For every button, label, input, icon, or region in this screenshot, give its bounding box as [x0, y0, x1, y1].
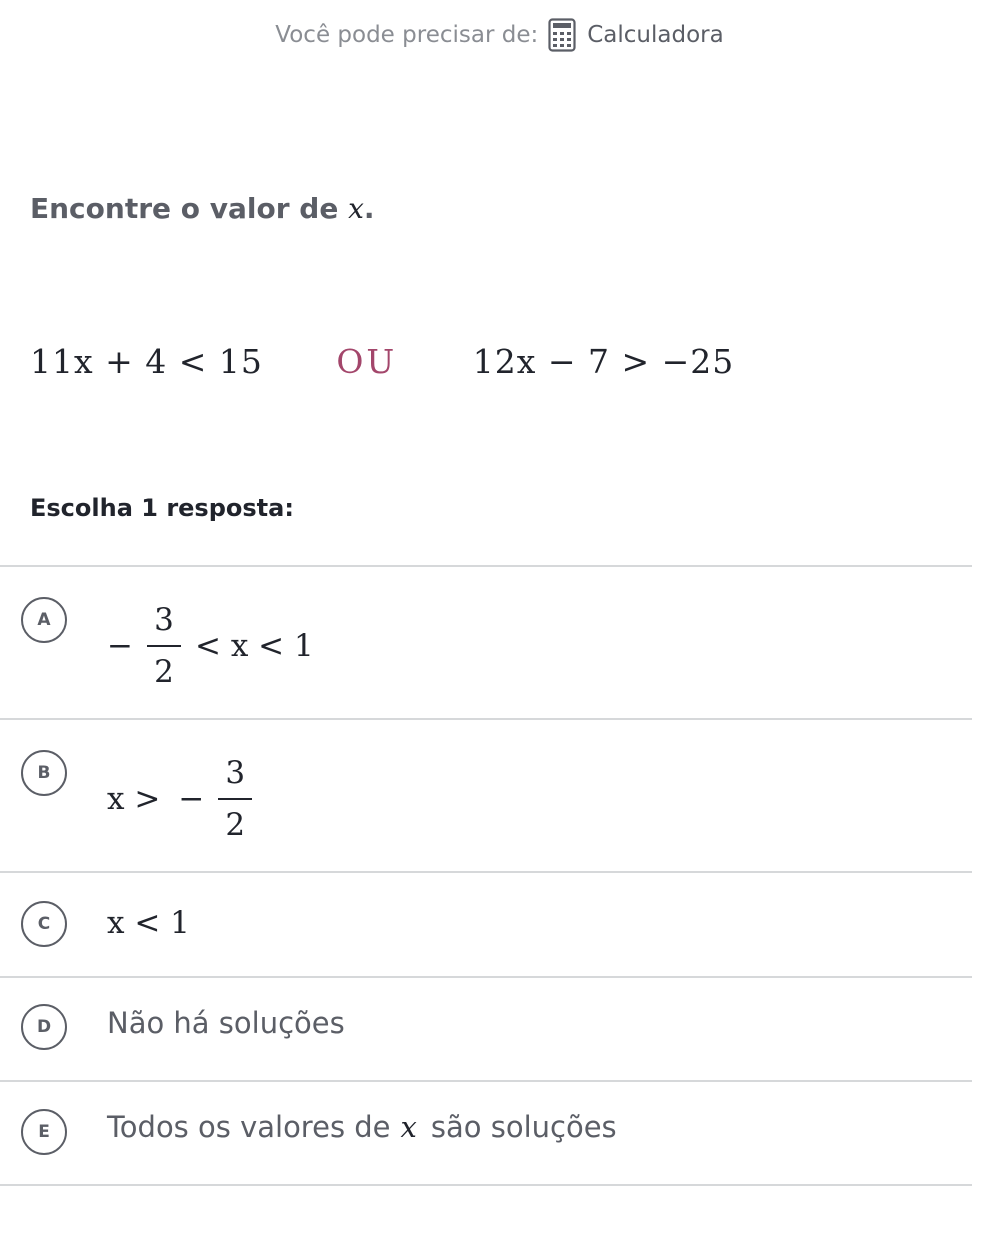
- fraction-denominator: 2: [225, 807, 246, 843]
- option-text-after: são soluções: [430, 1110, 617, 1144]
- option-neg-sign: −: [107, 628, 133, 664]
- question-text: Encontre o valor de: [30, 192, 339, 225]
- option-content: [107, 754, 266, 844]
- fraction: [147, 601, 181, 691]
- fraction-bar: [218, 798, 252, 800]
- option-lead: x >: [107, 781, 161, 817]
- option-text-before: Todos os valores de: [107, 1110, 391, 1144]
- fraction-numerator: 3: [225, 755, 246, 791]
- option-letter: A: [21, 597, 67, 643]
- tools-bar: [0, 18, 999, 52]
- choose-label: Escolha 1 resposta:: [30, 494, 294, 522]
- inequality-right: 12x − 7 > −25: [472, 342, 735, 381]
- option-content: x < 1: [107, 905, 190, 941]
- option-letter: B: [21, 750, 67, 796]
- calculator-link[interactable]: Calculadora: [587, 22, 724, 48]
- option-content: [107, 1110, 617, 1144]
- option-content: Não há soluções: [107, 1006, 345, 1040]
- option-letter: D: [21, 1004, 67, 1050]
- inequality-left: 11x + 4 < 15: [30, 342, 263, 381]
- option-b[interactable]: [0, 718, 972, 871]
- calculator-icon[interactable]: [548, 18, 576, 52]
- question-variable: x: [348, 192, 364, 225]
- tools-prefix: Você pode precisar de:: [275, 22, 539, 48]
- compound-inequality: [30, 342, 734, 381]
- option-rest: < x < 1: [194, 628, 314, 664]
- fraction-bar: [147, 645, 181, 647]
- fraction-denominator: 2: [154, 654, 174, 690]
- option-variable: x: [400, 1110, 417, 1144]
- option-content: [107, 601, 314, 691]
- option-letter: E: [21, 1109, 67, 1155]
- option-letter: C: [21, 901, 67, 947]
- fraction-numerator: 3: [154, 602, 174, 638]
- answer-options: [0, 565, 972, 1186]
- fraction: [218, 754, 252, 844]
- option-a[interactable]: [0, 565, 972, 718]
- option-c[interactable]: [0, 871, 972, 976]
- inequality-connector: OU: [336, 342, 398, 381]
- option-neg-sign: −: [178, 781, 205, 817]
- question-prompt: [30, 192, 375, 225]
- question-period: .: [363, 192, 375, 225]
- option-e[interactable]: [0, 1080, 972, 1186]
- option-d[interactable]: [0, 976, 972, 1080]
